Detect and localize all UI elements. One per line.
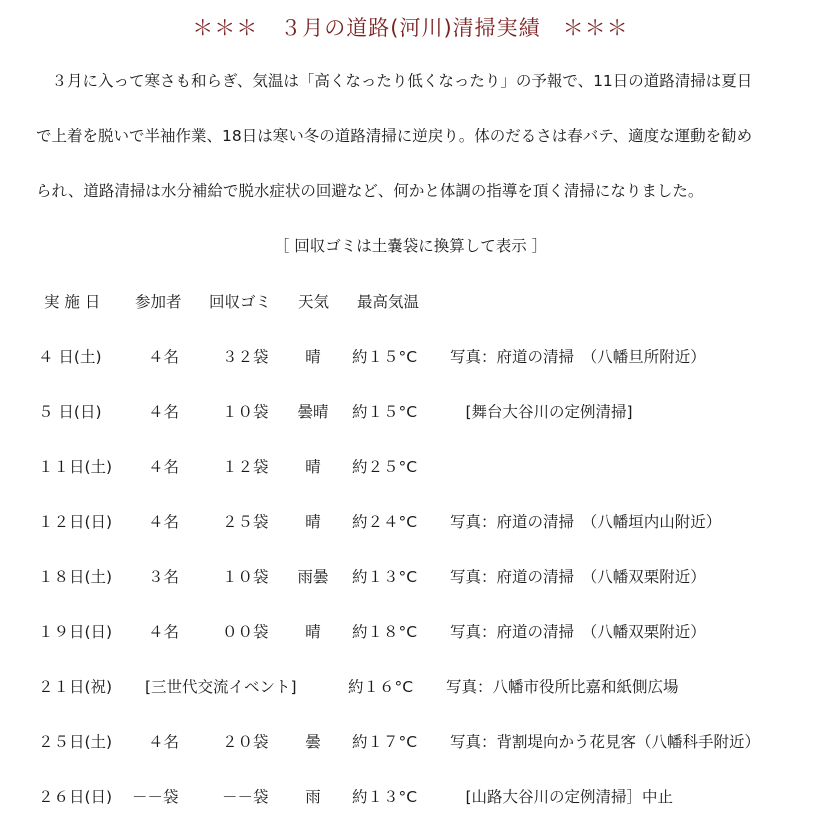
row-remark: [山路大谷川の定例清掃］中止 — [450, 788, 674, 806]
row-bags: ００袋 — [222, 623, 269, 641]
table-row — [0, 659, 821, 715]
table-row — [0, 384, 821, 440]
row-bags: ２０袋 — [222, 733, 269, 751]
row-date: ２１日(祝) — [38, 678, 113, 696]
row-participants: ４名 — [148, 403, 180, 421]
intro-paragraph-line-2: で上着を脱いで半袖作業、18日は寒い冬の道路清掃に逆戻り。体のだるさは春バテ、適度な運動を勧め — [36, 127, 753, 145]
intro-paragraph-line-1: ３月に入って寒さも和らぎ、気温は「高くなったり低くなったり」の予報で、11日の道路清掃は夏日 — [36, 72, 753, 90]
row-weather: 晴 — [305, 458, 321, 476]
row-remark: 写真：背割堤向かう花見客（八幡科手附近） — [450, 733, 761, 751]
row-remark: 写真：府道の清掃 （八幡旦所附近） — [450, 348, 706, 366]
row-bags: １０袋 — [222, 403, 269, 421]
page-title: ＊＊＊ ３月の道路(河川)清掃実績 ＊＊＊ — [192, 16, 629, 40]
row-bags: ２５袋 — [222, 513, 269, 531]
row-weather: 晴 — [305, 623, 321, 641]
row-remark: 写真：府道の清掃 （八幡垣内山附近） — [450, 513, 722, 531]
row-date: ５ 日(日) — [38, 403, 102, 421]
row-weather: 雨曇 — [297, 568, 329, 586]
header-participants: 参加者 — [135, 293, 182, 311]
row-participants: －－袋 — [132, 788, 179, 806]
row-weather: 晴 — [305, 348, 321, 366]
row-weather: 曇 — [305, 733, 321, 751]
row-temp: 約１６°C — [348, 678, 414, 696]
row-date: ２６日(日) — [38, 788, 113, 806]
row-participants: ４名 — [148, 348, 180, 366]
row-bags: １２袋 — [222, 458, 269, 476]
row-weather: 晴 — [305, 513, 321, 531]
table-row — [0, 604, 821, 660]
row-participants: ４名 — [148, 733, 180, 751]
row-participants: ４名 — [148, 458, 180, 476]
row-date: １８日(土) — [38, 568, 113, 586]
row-event: [三世代交流イベント] — [145, 678, 297, 696]
table-row — [0, 494, 821, 550]
header-date: 実 施 日 — [44, 293, 101, 311]
row-remark: 写真：府道の清掃 （八幡双栗附近） — [450, 623, 706, 641]
header-trash: 回収ゴミ — [209, 293, 272, 311]
row-bags: －－袋 — [222, 788, 269, 806]
row-date: ４ 日(土) — [38, 348, 102, 366]
row-temp: 約２５°C — [352, 458, 418, 476]
intro-paragraph-line-3: られ、道路清掃は水分補給で脱水症状の回避など、何かと体調の指導を頂く清掃になりました。 — [36, 182, 704, 200]
table-row — [0, 769, 821, 825]
header-weather: 天気 — [298, 293, 330, 311]
row-participants: ３名 — [148, 568, 180, 586]
row-bags: ３２袋 — [222, 348, 269, 366]
row-bags: １０袋 — [222, 568, 269, 586]
table-row — [0, 714, 821, 770]
row-date: ２５日(土) — [38, 733, 113, 751]
row-weather: 曇晴 — [297, 403, 329, 421]
row-temp: 約２４°C — [352, 513, 418, 531]
header-max-temp: 最高気温 — [357, 293, 420, 311]
table-row — [0, 329, 821, 385]
row-date: １９日(日) — [38, 623, 113, 641]
table-row — [0, 439, 821, 495]
table-row — [0, 549, 821, 605]
row-weather: 雨 — [305, 788, 321, 806]
row-remark: [舞台大谷川の定例清掃] — [450, 403, 633, 421]
row-temp: 約１５°C — [352, 403, 418, 421]
row-remark: 写真：府道の清掃 （八幡双栗附近） — [450, 568, 706, 586]
row-temp: 約１７°C — [352, 733, 418, 751]
row-participants: ４名 — [148, 513, 180, 531]
row-date: １１日(土) — [38, 458, 113, 476]
row-temp: 約１８°C — [352, 623, 418, 641]
unit-note: ［ 回収ゴミは土嚢袋に換算して表示 ］ — [273, 237, 548, 255]
table-header — [0, 274, 821, 330]
row-remark: 写真：八幡市役所比嘉和紙側広場 — [446, 678, 679, 696]
row-date: １２日(日) — [38, 513, 113, 531]
row-participants: ４名 — [148, 623, 180, 641]
row-temp: 約１３°C — [352, 788, 418, 806]
row-temp: 約１５°C — [352, 348, 418, 366]
row-temp: 約１３°C — [352, 568, 418, 586]
